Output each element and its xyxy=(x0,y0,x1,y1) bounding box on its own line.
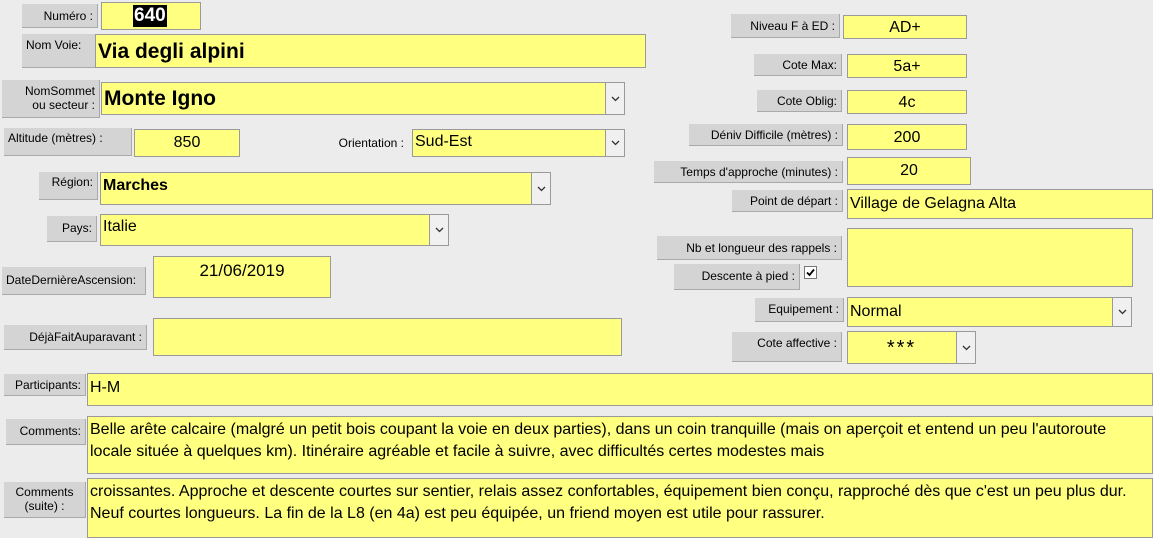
point-depart-value: Village de Gelagna Alta xyxy=(850,195,1017,212)
nom-sommet-label xyxy=(2,80,100,118)
cote-oblig-field[interactable] xyxy=(847,90,967,114)
rappels-label: Nb et longueur des rappels : xyxy=(657,236,842,260)
cote-oblig-value: 4c xyxy=(898,94,916,111)
nom-voie-value: Via degli alpini xyxy=(98,40,245,63)
equipement-label: Equipement : xyxy=(755,298,844,322)
comments-field[interactable] xyxy=(87,416,1153,474)
comments-suite-label-line1: Comments xyxy=(15,485,74,499)
participants-value: H-M xyxy=(90,379,121,396)
region-select[interactable] xyxy=(100,172,551,205)
date-derniere-field[interactable] xyxy=(153,256,331,298)
altitude-value: 850 xyxy=(173,134,201,151)
cote-affective-label: Cote affective : xyxy=(732,332,842,362)
chevron-down-icon[interactable] xyxy=(605,129,625,157)
comments-suite-field[interactable] xyxy=(87,478,1153,538)
cote-affective-value: *** xyxy=(886,337,917,359)
chevron-down-icon[interactable] xyxy=(429,214,449,246)
pays-label: Pays: xyxy=(47,216,97,242)
comments-value: Belle arête calcaire (malgré un petit bois coupant la voie en deux parties), dans un coin tranquille (mais on aperçoit et entend un peu l'autoroute locale située à quelques km). Itinéraire agréable et facile à suivre, avec difficultés certes modestes mais xyxy=(90,421,1107,460)
date-derniere-value: 21/06/2019 xyxy=(199,261,285,280)
deja-fait-field[interactable] xyxy=(153,318,622,356)
temps-approche-value: 20 xyxy=(900,162,918,179)
nom-voie-label: Nom Voie: xyxy=(22,34,98,68)
numero-value: 640 xyxy=(134,5,166,26)
equipement-value: Normal xyxy=(850,303,902,320)
participants-label: Participants: xyxy=(4,374,86,396)
comments-suite-label-line2: (suite) : xyxy=(24,499,65,513)
orientation-value: Sud-Est xyxy=(415,133,472,150)
altitude-label: Altitude (mètres) : xyxy=(4,128,132,156)
deja-fait-label: DéjàFaitAuparavant : xyxy=(4,325,147,350)
region-value: Marches xyxy=(103,177,168,194)
orientation-label: Orientation : xyxy=(338,136,404,150)
comments-suite-label xyxy=(4,482,86,518)
comments-label: Comments: xyxy=(6,419,86,445)
cote-max-label: Cote Max: xyxy=(754,54,842,76)
chevron-down-icon[interactable] xyxy=(956,331,976,364)
nom-voie-field[interactable] xyxy=(95,34,646,68)
point-depart-field[interactable] xyxy=(847,189,1153,219)
numero-field[interactable] xyxy=(101,2,201,30)
cote-oblig-label: Cote Oblig: xyxy=(757,90,842,112)
nom-sommet-label-line1: NomSommet xyxy=(24,84,95,98)
nom-sommet-label-line2: ou secteur : xyxy=(32,98,95,112)
deniv-field[interactable] xyxy=(847,124,967,150)
pays-value: Italie xyxy=(103,218,137,235)
cote-affective-select[interactable] xyxy=(847,331,976,364)
region-label: Région: xyxy=(39,172,98,200)
temps-approche-label: Temps d'approche (minutes) : xyxy=(654,161,843,183)
checkmark-icon xyxy=(805,267,816,278)
nom-sommet-select[interactable] xyxy=(101,82,625,115)
niveau-label: Niveau F à ED : xyxy=(731,14,840,38)
numero-label: Numéro : xyxy=(22,4,98,28)
altitude-field[interactable] xyxy=(134,129,240,157)
cote-max-value: 5a+ xyxy=(893,58,921,75)
chevron-down-icon[interactable] xyxy=(605,82,625,115)
chevron-down-icon[interactable] xyxy=(531,172,551,205)
pays-select[interactable] xyxy=(100,214,449,246)
deniv-value: 200 xyxy=(893,129,921,146)
point-depart-label: Point de départ : xyxy=(732,190,843,212)
cote-max-field[interactable] xyxy=(847,54,967,78)
equipement-select[interactable] xyxy=(847,297,1132,327)
temps-approche-field[interactable] xyxy=(847,157,971,185)
chevron-down-icon[interactable] xyxy=(1112,297,1132,327)
descente-label: Descente à pied : xyxy=(674,264,800,290)
deniv-label: Déniv Difficile (mètres) : xyxy=(689,124,843,146)
participants-field[interactable] xyxy=(87,373,1153,406)
date-derniere-label: DateDernièreAscension: xyxy=(2,267,146,295)
orientation-select[interactable] xyxy=(412,129,625,157)
rappels-field[interactable] xyxy=(847,228,1133,287)
descente-checkbox[interactable] xyxy=(804,266,817,279)
comments-suite-value: croissantes. Approche et descente courtes sur sentier, relais assez confortables, équipement bien conçu, rapproché dès que c'est un peu plus dur. Neuf courtes longueurs. La fin de la L8 (en 4a) est peu équipée, un friend moyen est utile pour rassurer. xyxy=(90,483,1127,522)
nom-sommet-value: Monte Igno xyxy=(104,87,216,110)
niveau-field[interactable] xyxy=(843,15,967,39)
niveau-value: AD+ xyxy=(889,19,921,36)
